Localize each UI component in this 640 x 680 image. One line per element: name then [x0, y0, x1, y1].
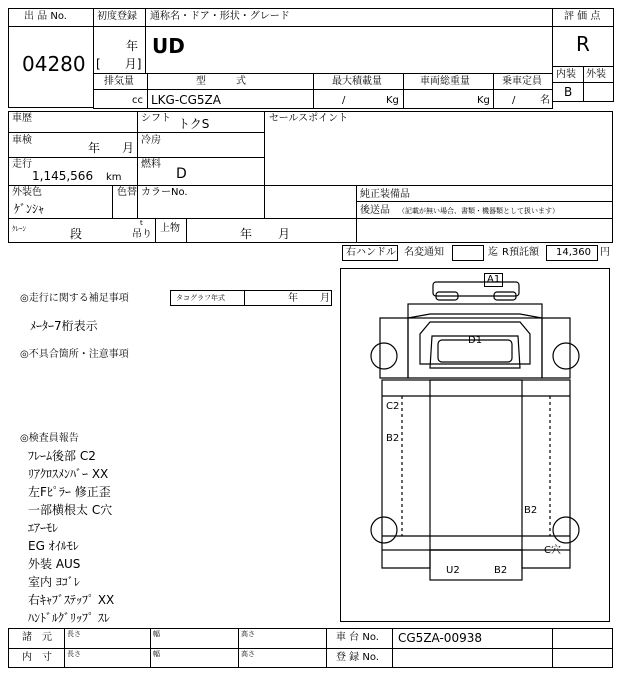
model-name: UD [152, 34, 185, 58]
registration-label: 登 録 No. [336, 652, 379, 663]
damage-mark-c-hole: C穴 [544, 545, 561, 556]
report-line: 一部横根太 C穴 [28, 503, 113, 517]
report-line: ﾘｱｸﾛｽﾒﾝﾊﾞｰ XX [28, 467, 109, 481]
damage-mark-u2: U2 [446, 565, 460, 576]
lot-number: 04280 [22, 52, 86, 76]
aftermarket-note: （記載が無い場合、書類・機器類として扱います） [398, 207, 559, 215]
specs-label: 諸 元 [22, 632, 52, 643]
upper-month-unit: 月 [278, 227, 291, 241]
cc-unit: cc [132, 95, 143, 106]
color-code-label: カラーNo. [141, 187, 188, 198]
inner-length-label: 長さ [67, 650, 81, 658]
fuel-value: D [176, 166, 187, 182]
genuine-label: 純正装備品 [360, 189, 410, 200]
max-load-label: 最大積載量 [332, 76, 382, 87]
damage-mark-d1: D1 [468, 335, 483, 346]
report-line: 左Fﾋﾟﾗｰ 修正歪 [28, 485, 111, 499]
capacity-slash: / [512, 95, 516, 106]
model-code-label: 型 式 [196, 76, 246, 87]
upper-year-unit: 年 [240, 227, 253, 241]
yen-unit: 円 [600, 247, 610, 258]
gross-weight-unit: Kg [477, 95, 490, 106]
damage-mark-b2-bottom: B2 [494, 565, 508, 576]
model-code: LKG-CG5ZA [151, 93, 221, 107]
defect-label: ◎不具合箇所・注意事項 [20, 349, 129, 360]
interior-label: 内装 [556, 69, 576, 80]
report-line: 外装 AUS [28, 557, 81, 571]
mileage-value: 1,145,566 [32, 169, 94, 183]
damage-mark-b2-right: B2 [524, 505, 538, 516]
lot-no-label: 出 品 No. [24, 11, 67, 22]
report-line: ｴｱｰﾓﾚ [28, 521, 59, 535]
transfer-label: 迄 [488, 247, 498, 258]
color-label: 外装色 [12, 187, 42, 198]
name-label: 通称名・ドア・形状・グレード [150, 11, 290, 22]
shift-label: シフト [141, 113, 171, 124]
specs-length-label: 長さ [67, 630, 81, 638]
crane-hook-label: 吊り [132, 229, 152, 240]
inner-dim-label: 内 寸 [22, 652, 52, 663]
report-line: 室内 ﾖｺﾞﾚ [28, 575, 80, 589]
gross-weight-label: 車両総重量 [420, 76, 470, 87]
damage-mark-b2-left: B2 [386, 433, 400, 444]
grade-label: 評 価 点 [564, 11, 601, 22]
report-line: ﾊﾝﾄﾞﾙｸﾞﾘｯﾌﾟ ｽﾚ [28, 611, 110, 625]
max-load-slash: / [342, 95, 346, 106]
interior-grade: B [564, 85, 573, 99]
exterior-label: 外装 [586, 69, 606, 80]
chassis-number: CG5ZA-00938 [398, 631, 482, 645]
steering-value: 右ハンドル [346, 247, 396, 258]
name-change-box [452, 245, 484, 261]
report-line: EG ｵｲﾙﾓﾚ [28, 539, 79, 553]
name-change-label: 名変通知 [404, 247, 444, 258]
overall-grade: R [576, 32, 590, 56]
damage-mark-a1: A1 [484, 273, 503, 287]
specs-height-label: 高さ [241, 630, 255, 638]
r-deposit-amount: 14,360 [556, 247, 591, 258]
aftermarket-label: 後送品 [360, 205, 390, 216]
capacity-unit: 名 [540, 95, 550, 106]
shift-value: トクS [178, 117, 210, 131]
crane-stage-unit: 段 [70, 227, 83, 241]
reg-year-unit: 年 [126, 39, 139, 53]
inspection-year-unit: 年 [88, 141, 101, 155]
tachograph-label: タコグラフ年式 [176, 294, 225, 302]
first-reg-label: 初度登録 [97, 11, 137, 22]
color-value: ｹﾞﾝｼｬ [14, 202, 45, 216]
color-change-label: 色替 [117, 187, 137, 198]
sales-point-label: セールスポイント [269, 113, 349, 124]
ac-label: 冷房 [141, 135, 161, 146]
inner-width-label: 幅 [153, 650, 160, 658]
report-line: 右ｷｬﾌﾞｽﾃｯﾌﾟ XX [28, 593, 115, 607]
tachograph-year-unit: 年 [288, 293, 298, 304]
fuel-label: 燃料 [141, 159, 161, 170]
km-unit: km [106, 172, 122, 183]
reg-month-unit: [ 月] [96, 57, 142, 71]
supplement-label: ◎走行に関する補足事項 [20, 293, 129, 304]
mileage-label: 走行 [12, 159, 32, 170]
displacement-label: 排気量 [104, 76, 134, 87]
truck-diagram [340, 268, 610, 622]
max-load-unit: Kg [386, 95, 399, 106]
crane-label: ｸﾚｰﾝ [12, 225, 26, 233]
details-block [8, 111, 613, 243]
report-line: ﾌﾚｰﾑ後部 C2 [28, 449, 96, 463]
history-label: 車歴 [12, 113, 32, 124]
meter-note: ﾒｰﾀｰ7桁表示 [30, 319, 98, 333]
upper-label: 上物 [160, 223, 180, 234]
inspection-label: 車検 [12, 135, 32, 146]
specs-width-label: 幅 [153, 630, 160, 638]
crane-ton-unit: t [140, 219, 143, 227]
damage-mark-c2: C2 [386, 401, 400, 412]
tachograph-month-unit: 月 [320, 293, 330, 304]
capacity-label: 乗車定員 [502, 76, 542, 87]
inspector-label: ◎検査員報告 [20, 433, 79, 444]
inner-height-label: 高さ [241, 650, 255, 658]
inspection-month-unit: 月 [122, 141, 135, 155]
r-deposit-label: R預託額 [502, 247, 539, 258]
chassis-label: 車 台 No. [336, 632, 379, 643]
